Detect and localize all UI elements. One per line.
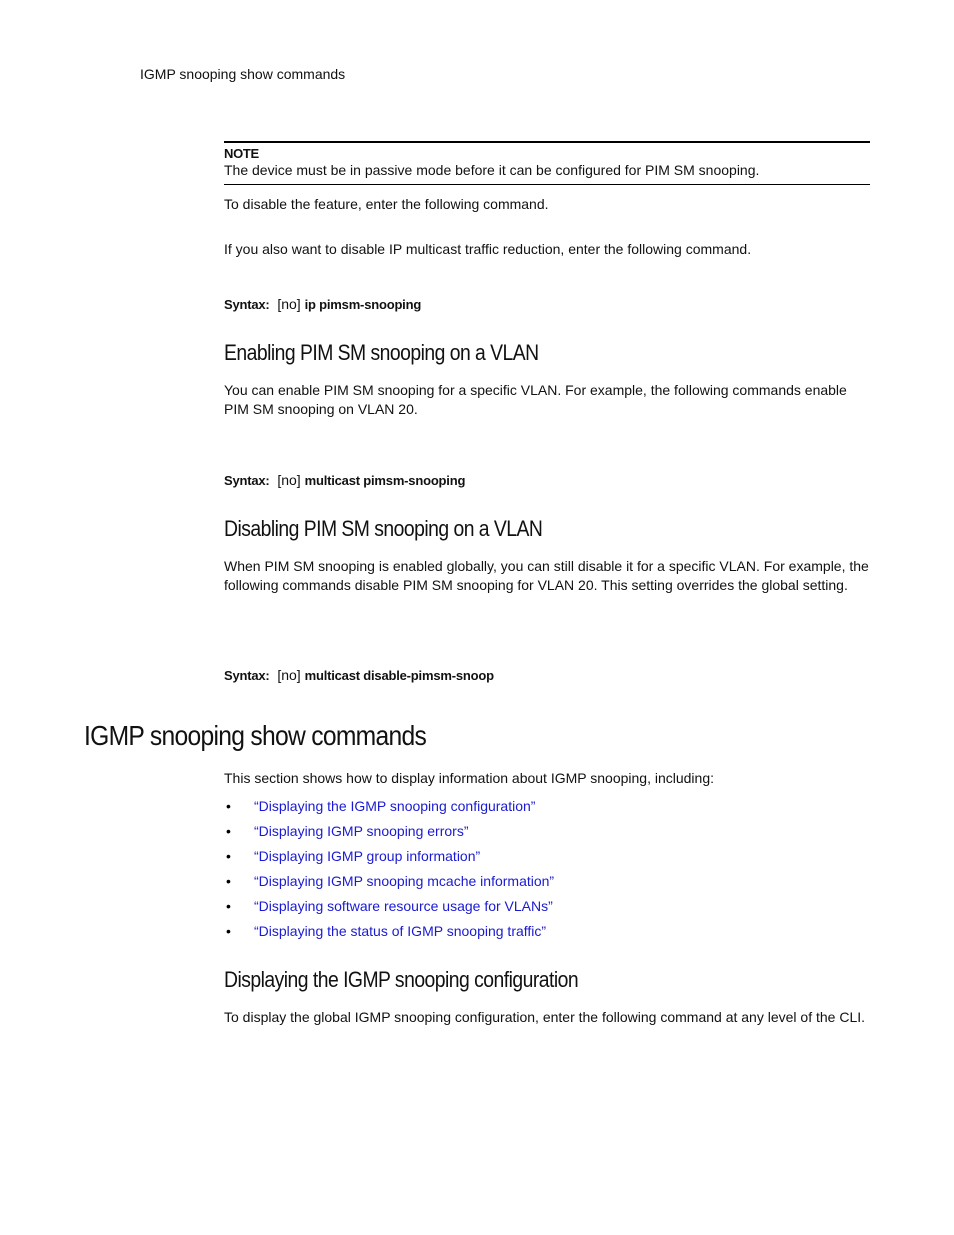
syntax-command: ip pimsm-snooping (304, 297, 422, 312)
link-igmp-traffic[interactable]: “Displaying the status of IGMP snooping traffic” (254, 923, 547, 939)
running-header: IGMP snooping show commands (140, 66, 346, 82)
syntax-command: multicast disable-pimsm-snoop (304, 668, 494, 683)
heading-igmp-show-commands: IGMP snooping show commands (84, 720, 427, 751)
note-label: NOTE (224, 146, 259, 161)
bullet-icon: • (226, 798, 231, 814)
bullet-icon: • (226, 898, 231, 914)
syntax-option: [no] (277, 296, 301, 312)
link-list (224, 797, 554, 947)
bullet-icon: • (226, 873, 231, 889)
syntax-line-3 (224, 667, 494, 683)
link-igmp-group[interactable]: “Displaying IGMP group information” (254, 848, 481, 864)
list-item (224, 797, 554, 822)
bullet-icon: • (226, 923, 231, 939)
list-item (224, 922, 554, 947)
paragraph-disable-ip: If you also want to disable IP multicast traffic reduction, enter the following command. (224, 241, 752, 257)
syntax-option: [no] (277, 472, 301, 488)
syntax-line-1 (224, 296, 421, 312)
paragraph-intro: This section shows how to display information about IGMP snooping, including: (224, 770, 715, 786)
list-item (224, 822, 554, 847)
paragraph-disable: To disable the feature, enter the following command. (224, 196, 549, 212)
syntax-label: Syntax: (224, 297, 270, 312)
link-software-resource[interactable]: “Displaying software resource usage for VLANs” (254, 898, 553, 914)
paragraph-enable-pim: You can enable PIM SM snooping for a specific VLAN. For example, the following commands enable PIM SM snooping on VLAN 20. (224, 382, 847, 417)
syntax-option: [no] (277, 667, 301, 683)
list-item (224, 872, 554, 897)
link-igmp-mcache[interactable]: “Displaying IGMP snooping mcache information” (254, 873, 555, 889)
paragraph-disable-pim: When PIM SM snooping is enabled globally, you can still disable it for a specific VLAN. For example, the following commands disable PIM SM snooping for VLAN 20. This setting overrides the global setting. (224, 558, 869, 593)
syntax-label: Syntax: (224, 668, 270, 683)
link-igmp-config[interactable]: “Displaying the IGMP snooping configuration” (254, 798, 536, 814)
heading-enable-pim: Enabling PIM SM snooping on a VLAN (224, 340, 539, 365)
syntax-label: Syntax: (224, 473, 270, 488)
bullet-icon: • (226, 848, 231, 864)
list-item (224, 897, 554, 922)
heading-igmp-config: Displaying the IGMP snooping configuration (224, 967, 579, 992)
paragraph-igmp-config: To display the global IGMP snooping configuration, enter the following command at any level of the CLI. (224, 1009, 866, 1025)
note-text: The device must be in passive mode before it can be configured for PIM SM snooping. (224, 162, 760, 178)
syntax-line-2 (224, 472, 465, 488)
link-igmp-errors[interactable]: “Displaying IGMP snooping errors” (254, 823, 469, 839)
note-bottom-rule (224, 184, 870, 185)
syntax-command: multicast pimsm-snooping (304, 473, 466, 488)
list-item (224, 847, 554, 872)
heading-disable-pim: Disabling PIM SM snooping on a VLAN (224, 516, 543, 541)
note-top-rule (224, 141, 870, 143)
bullet-icon: • (226, 823, 231, 839)
